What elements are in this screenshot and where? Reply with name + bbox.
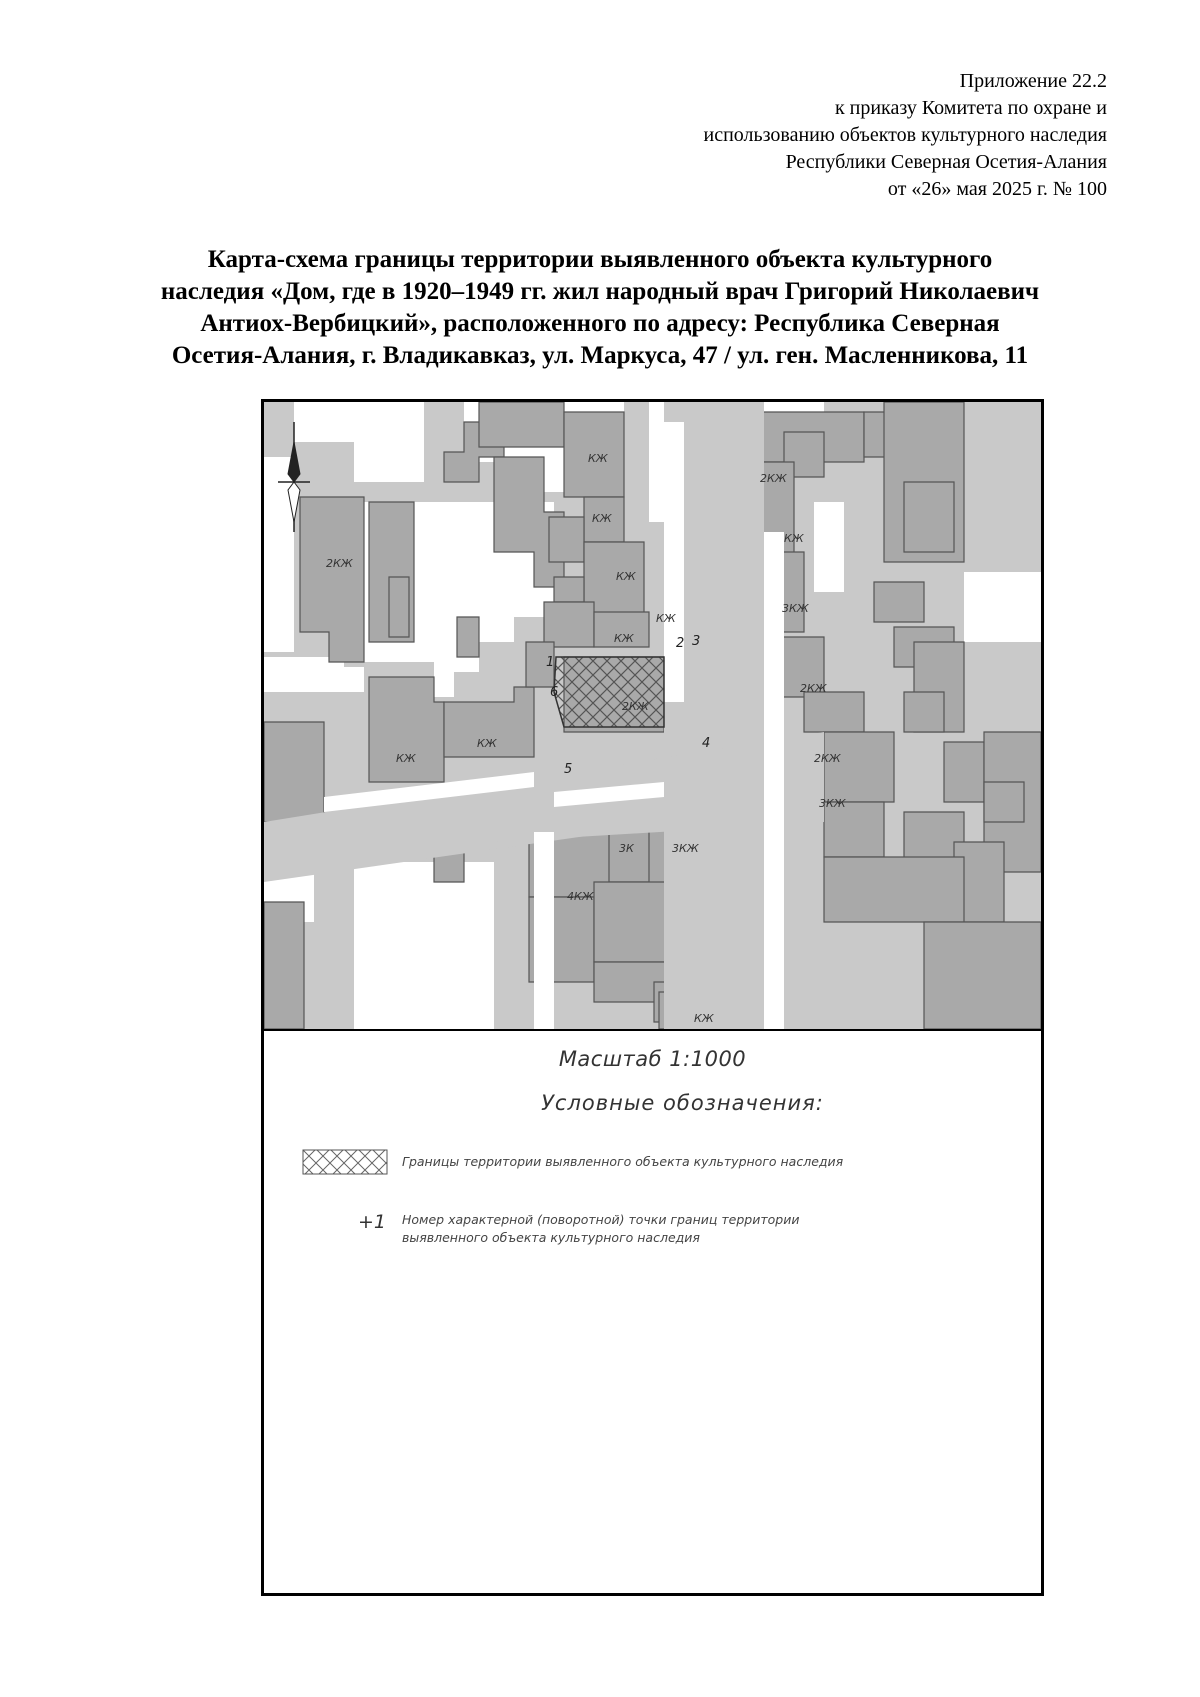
point-symbol-number: 1 [373, 1211, 386, 1233]
point-symbol-icon: +1 [357, 1211, 386, 1233]
building-label: КЖ [396, 752, 416, 765]
building-label: 3КЖ [782, 602, 809, 615]
legend-point-line: Номер характерной (поворотной) точки границ территории [402, 1212, 800, 1227]
appendix-line: Приложение 22.2 [959, 70, 1107, 92]
point-number: 2 [676, 636, 685, 651]
building-label: 2КЖ [814, 752, 841, 765]
legend-item-point [302, 1211, 799, 1247]
legend-point-line: выявленного объекта культурного наследия [402, 1230, 700, 1245]
building-label: КЖ [694, 1012, 714, 1025]
title-line: Карта-схема границы территории выявленного объекта культурного [207, 246, 993, 273]
legend-boundary-line: Границы территории выявленного объекта культурного наследия [402, 1154, 844, 1169]
building-label: КЖ [656, 612, 676, 625]
title-line: наследия «Дом, где в 1920–1949 гг. жил народный врач Григорий Николаевич [160, 278, 1040, 305]
title-line: Осетия-Алания, г. Владикавказ, ул. Маркуса, 47 / ул. ген. Масленникова, 11 [171, 342, 1029, 369]
building-label: 3К [619, 842, 634, 855]
appendix-block [704, 68, 1108, 203]
appendix-line: Республики Северная Осетия-Алания [785, 151, 1107, 173]
legend-panel [264, 1031, 1041, 1593]
appendix-line: к приказу Комитета по охране и [834, 97, 1107, 119]
point-number: 6 [550, 685, 559, 700]
building-label: КЖ [784, 532, 804, 545]
appendix-line: от «26» мая 2025 г. № 100 [887, 178, 1107, 200]
point-number: 3 [692, 634, 701, 649]
point-number: 4 [702, 736, 711, 751]
map-scheme [264, 402, 1041, 1029]
building-label: КЖ [616, 570, 636, 583]
building-label: 4КЖ [567, 890, 594, 903]
title-line: Антиох-Вербицкий», расположенного по адресу: Республика Северная [200, 310, 1000, 337]
legend-point-text [402, 1211, 799, 1247]
document-title [60, 244, 1140, 372]
building-label: 2КЖ [800, 682, 827, 695]
building-label: КЖ [592, 512, 612, 525]
building-label: 3КЖ [819, 797, 846, 810]
point-number: 5 [564, 762, 573, 777]
building-label: 2КЖ [760, 472, 787, 485]
legend-item-boundary [302, 1149, 843, 1175]
building-label: 2КЖ [326, 557, 353, 570]
map-frame [261, 399, 1044, 1596]
hatch-swatch-icon [302, 1149, 388, 1175]
building-label: КЖ [477, 737, 497, 750]
legend-boundary-text [402, 1153, 843, 1171]
building-label: КЖ [588, 452, 608, 465]
building-label: 3КЖ [672, 842, 699, 855]
legend-title: Условные обозначения: [541, 1091, 824, 1115]
map-svg [264, 402, 1041, 1029]
map-scale: Масштаб 1:1000 [558, 1047, 747, 1071]
building-label: 2КЖ [622, 700, 649, 713]
building-label: КЖ [614, 632, 634, 645]
point-number: 1 [546, 655, 555, 670]
appendix-line: использованию объектов культурного наследия [703, 124, 1107, 146]
object-boundary [554, 657, 664, 727]
